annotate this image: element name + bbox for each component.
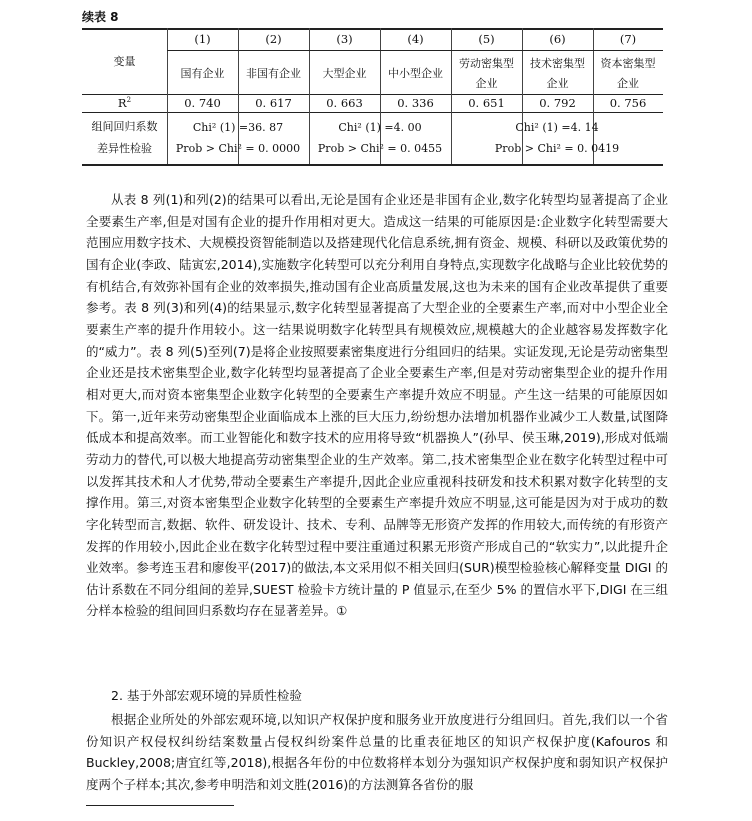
chi-square-stat: Chi² (1) =36. 87 xyxy=(192,121,284,134)
r2-value: 0. 651 xyxy=(468,96,505,110)
table-top-rule xyxy=(82,28,663,30)
p-value: Prob > Chi² = 0. 0455 xyxy=(317,142,443,155)
column-number: (7) xyxy=(619,32,637,46)
r2-value: 0. 617 xyxy=(255,96,292,110)
column-number: (5) xyxy=(478,32,495,46)
test-label-line2: 差异性检验 xyxy=(97,142,152,155)
footnote-rule xyxy=(86,805,234,806)
column-name: 大型企业 xyxy=(322,67,367,80)
column-number: (1) xyxy=(194,32,211,46)
chi-square-stat: Chi² (1) =4. 14 xyxy=(515,121,599,134)
column-number: (6) xyxy=(549,32,566,46)
variable-header: 变量 xyxy=(113,55,136,68)
column-name: 国有企业 xyxy=(180,67,225,80)
p-value: Prob > Chi² = 0. 0000 xyxy=(175,142,301,155)
column-name: 劳动密集型 xyxy=(459,57,514,70)
column-name: 企业 xyxy=(546,77,569,90)
column-name: 非国有企业 xyxy=(246,67,301,80)
r2-value: 0. 336 xyxy=(397,96,434,110)
analysis-paragraph-2 xyxy=(86,709,668,796)
table-rule xyxy=(82,94,663,95)
column-number: (2) xyxy=(265,32,282,46)
column-number: (4) xyxy=(407,32,424,46)
column-name: 资本密集型 xyxy=(600,57,656,70)
section-heading: 2. 基于外部宏观环境的异质性检验 xyxy=(111,688,302,703)
analysis-paragraph-1 xyxy=(86,189,668,622)
paragraph-text: 根据企业所处的外部宏观环境,以知识产权保护度和服务业开放度进行分组回归。首先,我们以一个省份知识产权侵权纠纷结案数量占侵权纠纷案件总量的比重表征地区的知识产权保护度(Kafouros 和 Buckley,2008;唐宜红等,2018),根据各年份的中位数将样本划分为强知识产权保护度和弱知识产权保护度两个子样本;其次,参考申明浩和刘文胜(2016)的方法测算各省份的服 xyxy=(86,712,668,792)
r2-value: 0. 792 xyxy=(539,96,576,110)
column-name: 企业 xyxy=(475,77,498,90)
p-value: Prob > Chi² = 0. 0419 xyxy=(494,142,620,155)
column-number: (3) xyxy=(336,32,353,46)
column-name: 企业 xyxy=(617,77,639,90)
chi-square-stat: Chi² (1) =4. 00 xyxy=(338,121,422,134)
table-rule xyxy=(167,50,663,51)
paragraph-text: 从表 8 列(1)和列(2)的结果可以看出,无论是国有企业还是非国有企业,数字化转型均显著提高了企业全要素生产率,但是对国有企业的提升作用相对更大。造成这一结果的可能原因是:企业数字化转型需要大范围应用数字技术、大规模投资智能制造以及搭建现代化信息系统,拥有资金、规模、科研以及政策优势的国有企业(李政、陆寅宏,2014),实施数字化转型可以充分利用自身特点,实现数字化战略与企业比较优势的有机结合,有效弥补国有企业的效率损失,推动国有企业高质量发展,这也为未来的国有企业改革提供了重要参考。表 8 列(3)和列(4)的结果显示,数字化转型显著提高了大型企业的全要素生产率,而对中小型企业全要素生产率的提升作用较小。这一结果说明数字化转型具有规模效应,规模越大的企业越容易发挥数字化的“威力”。表 8 列(5)至列(7)是将企业按照要素密集度进行分组回归的结果。实证发现,无论是劳动密集型企业还是技术密集型企业,数字化转型均显著提高了企业全要素生产率,但是对劳动密集型企业的提升作用相对更大,而对资本密集型企业数字化转型的全要素生产率提升效应不明显。产生这一结果的可能原因如下。第一,近年来劳动密集型企业面临成本上涨的巨大压力,纷纷想办法增加机器作业减少工人数量,试图降低成本和提高效率。而工业智能化和数字技术的应用将导致“机器换人”(孙早、侯玉琳,2019),形成对低端劳动力的替代,可以极大地提高劳动密集型企业的生产效率。第二,技术密集型企业在数字化转型过程中可以发挥其技术和人才优势,带动全要素生产率提升,因此企业应重视科技研发和技术积累对数字化转型的支撑作用。第三,对资本密集型企业数字化转型的全要素生产率提升效应不明显,这可能是因为对于成功的数字化转型而言,数据、软件、研发设计、技术、专利、品牌等无形资产发挥的作用较大,而传统的有形资产发挥的作用较小,因此企业在数字化转型过程中要注重通过积累无形资产形成自己的“软实力”,以此提升企业效率。参考连玉君和廖俊平(2017)的做法,本文采用似不相关回归(SUR)模型检验核心解释变量 DIGI 的估计系数在不同分组间的差异,SUEST 检验卡方统计量的 P 值显示,在至少 5% 的置信水平下,DIGI 在三组分样本检验的组间回归系数均存在显著差异。① xyxy=(86,192,668,619)
table-rule xyxy=(82,112,663,113)
r2-value: 0. 756 xyxy=(609,96,647,110)
r2-value: 0. 740 xyxy=(184,96,221,110)
table-caption: 续表 8 xyxy=(82,10,119,24)
column-name: 中小型企业 xyxy=(388,67,443,80)
r2-label: $R^2$ xyxy=(117,95,132,110)
column-name: 技术密集型 xyxy=(530,57,585,70)
table-bottom-rule xyxy=(82,164,663,166)
r2-value: 0. 663 xyxy=(326,96,363,110)
test-label-line1: 组间回归系数 xyxy=(91,120,158,133)
